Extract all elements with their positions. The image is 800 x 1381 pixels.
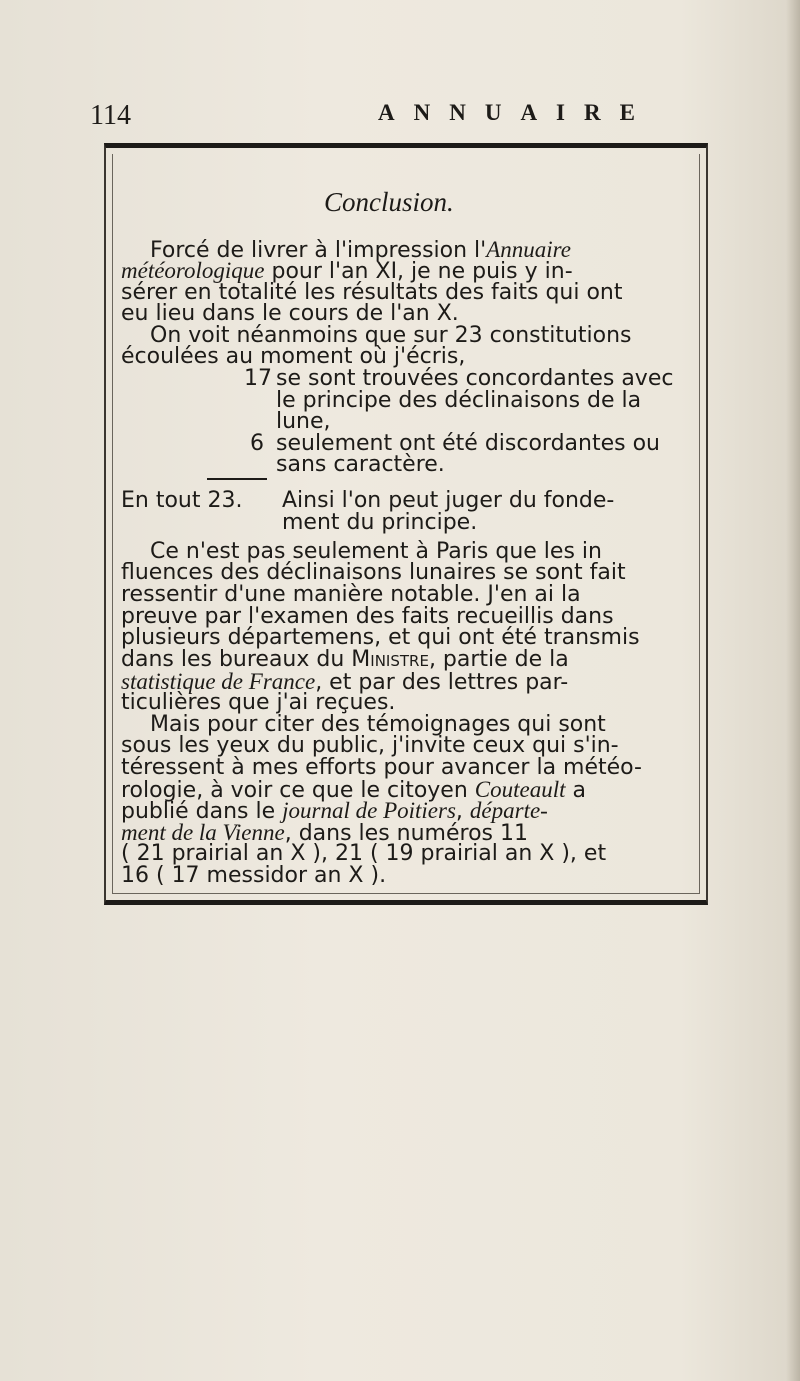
list-item-1-line-3: lune,	[276, 409, 331, 435]
ministre-small-caps: Ministre	[351, 646, 429, 672]
annuaire-italic: Annuaire	[486, 237, 571, 262]
paragraph-2-line-2: écoulées au moment où j'écris,	[121, 344, 466, 370]
departement-italic: départe-	[469, 798, 548, 824]
list-item-1-line-2: le principe des déclinaisons de la	[276, 387, 642, 413]
paragraph-4-line-5-text-a: publié dans le	[121, 799, 283, 825]
running-title: ANNUAIRE	[378, 100, 654, 125]
paragraph-4-line-4-text-a: rologie, à voir ce que le citoyen	[121, 777, 475, 803]
list-item-1-number: 17	[244, 365, 272, 391]
paragraph-3-line-3: ressentir d'une manière notable. J'en ai la	[121, 582, 581, 608]
total-line-2: ment du principe.	[282, 510, 478, 536]
list-item-2-number: 6	[250, 430, 264, 456]
page-edge-shadow	[786, 0, 800, 1381]
total-line-1: Ainsi l'on peut juger du fonde-	[282, 488, 615, 514]
paragraph-1-line-4: eu lieu dans le cours de l'an X.	[121, 301, 459, 327]
paragraph-3-line-7-text: , et par des lettres par-	[315, 669, 569, 695]
page-number: 114	[90, 100, 131, 131]
paragraph-4-line-8: 16 ( 17 messidor an X ).	[121, 863, 387, 888]
section-title: Conclusion.	[324, 187, 454, 217]
paragraph-4-line-4-text-c: a	[565, 777, 587, 803]
paragraph-1-line-1-text: Forcé de livrer à l'impression l'	[150, 238, 487, 263]
paragraph-3-line-2: fluences des déclinaisons lunaires se sont fait	[121, 560, 626, 586]
list-item-1-line-1: se sont trouvées concordantes avec	[276, 365, 674, 391]
paragraph-3-line-8: ticulières que j'ai reçues.	[121, 690, 396, 716]
paragraph-3-line-6-text-a: dans les bureaux du	[121, 646, 352, 672]
paragraph-3-line-1: Ce n'est pas seulement à Paris que les in	[150, 538, 602, 564]
couteault-italic: Couteault	[474, 776, 566, 802]
list-item-2-line-1: seulement ont été discordantes ou	[276, 430, 660, 456]
paragraph-4-line-3: téressent à mes efforts pour avancer la météo-	[121, 754, 642, 780]
paragraph-2-line-1: On voit néanmoins que sur 23 constitutions	[150, 322, 632, 348]
paragraph-3-line-5: plusieurs départemens, et qui ont été transmis	[121, 625, 640, 651]
statistique-italic: statistique de France	[121, 668, 316, 694]
list-item-2-line-2: sans caractère.	[276, 452, 445, 478]
paragraph-3-line-4: preuve par l'examen des faits recueillis dans	[121, 603, 614, 629]
paragraph-1-line-2-text: pour l'an XI, je ne puis y in-	[264, 258, 573, 284]
paragraph-4-line-2: sous les yeux du public, j'invite ceux qui s'in-	[121, 733, 619, 759]
paragraph-3-line-6-text-c: , partie de la	[428, 646, 569, 672]
vienne-italic: ment de la Vienne	[121, 819, 285, 845]
page-header	[90, 100, 720, 134]
journal-italic: journal de Poitiers	[282, 798, 456, 824]
separator-rule	[207, 478, 267, 480]
paragraph-4-line-1: Mais pour citer des témoignages qui sont	[150, 711, 606, 737]
meteorologique-italic: météorologique	[121, 257, 265, 283]
paragraph-4-line-5-text-c: ,	[455, 799, 470, 825]
paragraph-1-line-3: sérer en totalité les résultats des faits qui ont	[121, 279, 623, 305]
paragraph-4-line-6-text: , dans les numéros 11	[284, 820, 528, 846]
total-label: En tout 23.	[121, 488, 243, 514]
paragraph-4-line-7: ( 21 prairial an X ), 21 ( 19 prairial an X ), et	[121, 841, 607, 867]
